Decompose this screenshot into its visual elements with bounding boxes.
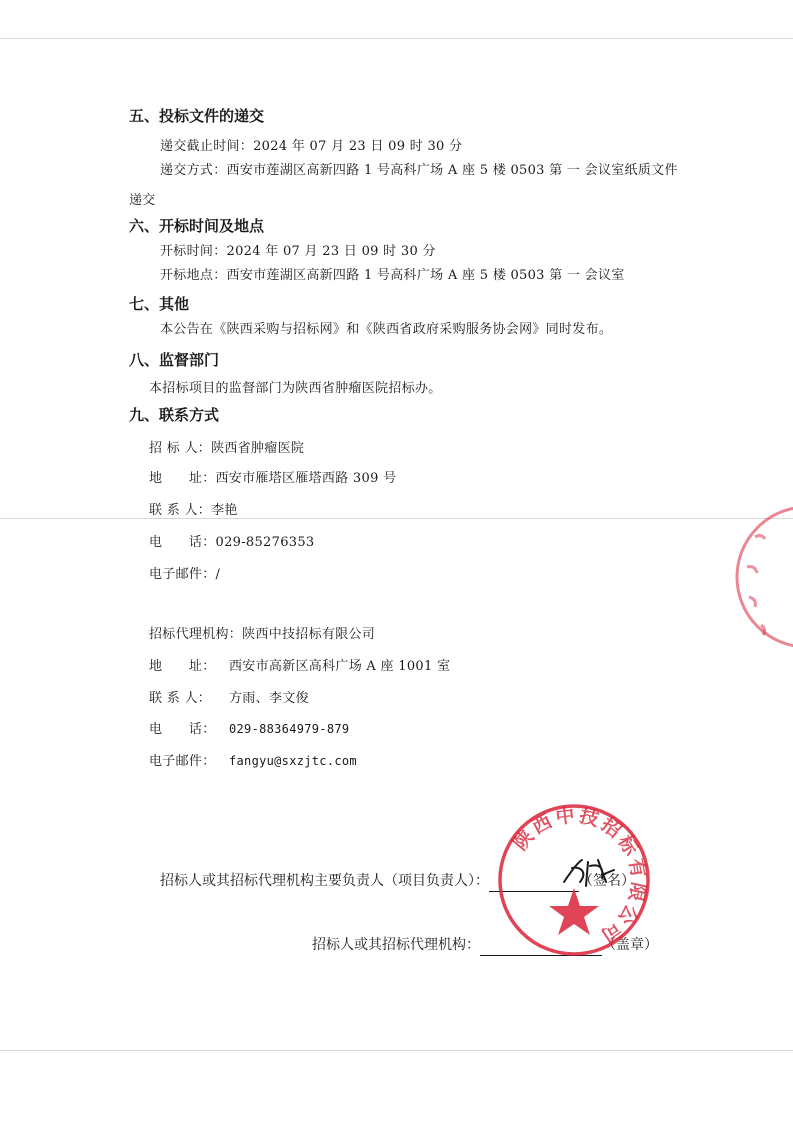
agency-name-value: 陕西中技招标有限公司 [242,627,376,642]
agency-contact-label: 联 系 人： [149,691,212,706]
signature-person-label: 招标人或其招标代理机构主要负责人（项目负责人）： [160,873,489,889]
scan-edge-middle [0,518,793,519]
scan-edge-top [0,38,793,39]
opening-time [160,243,436,261]
tenderer-email-value: / [215,567,221,582]
tenderer-address [149,470,396,488]
agency-name [149,626,375,644]
agency-contact-value: 方雨、李文俊 [229,691,309,706]
opening-place-value: 西安市莲湖区高新四路 1 号高科广场 A 座 5 楼 0503 第 一 会议室 [226,268,625,283]
scan-edge-bottom [0,1050,793,1051]
tenderer-email [149,566,220,584]
opening-time-value: 2024 年 07 月 23 日 09 时 30 分 [226,244,436,259]
agency-address-label: 地 址： [149,659,216,674]
agency-phone-value: 029-88364979-879 [229,722,350,736]
section-6-heading: 六、开标时间及地点 [129,217,265,235]
signature-org-label: 招标人或其招标代理机构： [312,937,480,953]
tenderer-address-label: 地 址： [149,471,216,486]
submit-deadline-value: 2024 年 07 月 23 日 09 时 30 分 [253,139,463,154]
partial-seal-right-edge [715,497,793,657]
agency-phone-label: 电 话： [149,722,216,737]
publication-notice: 本公告在《陕西采购与招标网》和《陕西省政府采购服务协会网》同时发布。 [160,322,613,337]
agency-address-value: 西安市高新区高科广场 A 座 1001 室 [229,659,451,674]
seal-text: 陕西中技招标有限公司 [509,804,650,949]
submit-method-value: 西安市莲湖区高新四路 1 号高科广场 A 座 5 楼 0503 第 一 会议室纸质文件 [226,163,678,178]
section-7-heading: 七、其他 [129,295,190,313]
tenderer-address-value: 西安市雁塔区雁塔西路 309 号 [215,471,397,486]
submit-deadline [160,138,462,156]
agency-email-label: 电子邮件： [149,754,216,769]
tenderer-name-label: 招 标 人： [149,441,212,456]
submit-method [160,162,678,180]
tenderer-contact-value: 李艳 [211,503,238,518]
submit-deadline-label: 递交截止时间： [160,139,254,154]
signature-person-suffix: （签名） [579,873,635,889]
submit-method-label: 递交方式： [160,163,227,178]
agency-contact [149,690,309,708]
supervision-text: 本招标项目的监督部门为陕西省肿瘤医院招标办。 [149,381,442,396]
signature-org-suffix: （盖章） [602,937,658,953]
tenderer-email-label: 电子邮件： [149,567,216,582]
tenderer-phone-label: 电 话： [149,535,216,550]
section-5-heading: 五、投标文件的递交 [129,107,265,125]
tenderer-phone-value: 029-85276353 [215,535,315,550]
tenderer-contact [149,502,238,520]
opening-place-label: 开标地点： [160,268,227,283]
agency-email-value: fangyu@sxzjtc.com [229,754,357,768]
submit-method-wrap: 递交 [129,193,156,208]
section-8-heading: 八、监督部门 [129,351,220,369]
agency-name-label: 招标代理机构： [149,627,243,642]
opening-time-label: 开标时间： [160,244,227,259]
agency-address [149,658,450,676]
tenderer-name-value: 陕西省肿瘤医院 [211,441,305,456]
agency-phone [149,720,349,739]
opening-place [160,267,625,285]
tenderer-name [149,440,304,458]
section-9-heading: 九、联系方式 [129,406,220,424]
company-seal [494,800,654,960]
tenderer-contact-label: 联 系 人： [149,503,212,518]
tenderer-phone [149,534,314,552]
agency-email [149,752,357,771]
